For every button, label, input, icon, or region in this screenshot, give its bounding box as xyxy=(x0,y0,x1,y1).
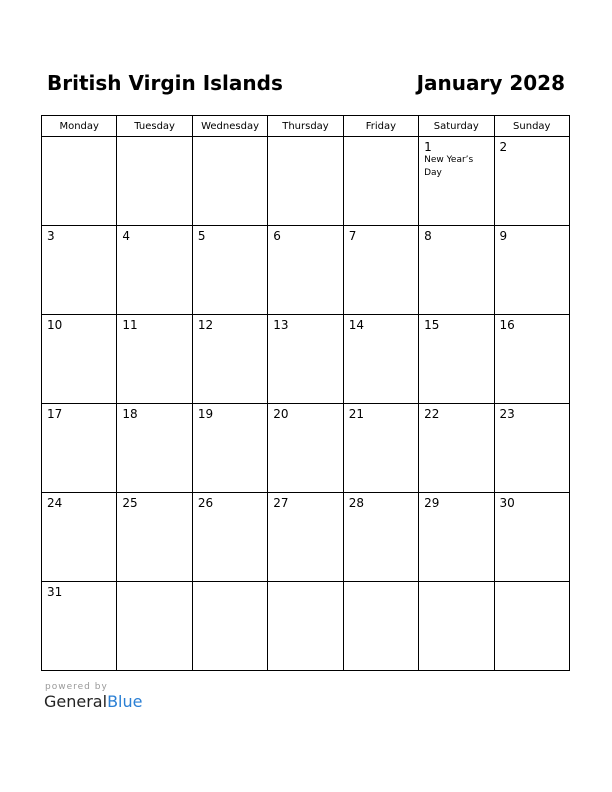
day-number xyxy=(193,137,267,140)
day-number: 9 xyxy=(499,229,508,243)
day-cell xyxy=(268,493,343,582)
day-cell xyxy=(268,315,343,404)
day-number: 20 xyxy=(273,407,289,421)
week-row xyxy=(42,404,570,493)
day-number: 23 xyxy=(499,407,515,421)
day-number: 10 xyxy=(47,318,63,332)
day-cell xyxy=(268,404,343,493)
weekday-header: Friday xyxy=(343,116,418,137)
day-cell xyxy=(268,226,343,315)
day-cell xyxy=(42,226,117,315)
day-cell xyxy=(42,493,117,582)
day-cell xyxy=(419,137,494,226)
day-number: 12 xyxy=(197,318,214,332)
day-number: 27 xyxy=(273,496,289,510)
weekday-header: Wednesday xyxy=(192,116,267,137)
day-cell xyxy=(343,137,418,226)
day-cell xyxy=(117,315,192,404)
day-cell xyxy=(419,315,494,404)
day-number: 1 xyxy=(424,140,432,154)
day-number xyxy=(117,582,191,585)
day-number: 21 xyxy=(348,407,364,421)
brand-general-text: General xyxy=(44,692,108,711)
day-cell xyxy=(192,137,267,226)
day-cell xyxy=(117,493,192,582)
day-cell xyxy=(192,404,267,493)
day-number: 29 xyxy=(424,496,440,510)
day-number: 28 xyxy=(348,496,364,510)
week-row xyxy=(42,137,570,226)
week-row xyxy=(42,226,570,315)
powered-by-label: powered by xyxy=(45,682,108,692)
weekday-header-row xyxy=(42,116,570,137)
brand-blue-text: Blue xyxy=(107,692,143,711)
day-cell xyxy=(117,226,192,315)
country-title: British Virgin Islands xyxy=(47,71,283,95)
week-row xyxy=(42,493,570,582)
day-number: 17 xyxy=(47,407,63,421)
day-cell xyxy=(192,226,267,315)
day-number: 13 xyxy=(273,318,289,332)
day-number: 5 xyxy=(197,229,206,243)
day-cell xyxy=(343,582,418,671)
day-number: 15 xyxy=(424,318,440,332)
day-cell xyxy=(494,493,569,582)
day-number: 11 xyxy=(122,318,138,332)
day-cell xyxy=(343,226,418,315)
day-number xyxy=(495,582,569,585)
day-cell xyxy=(192,493,267,582)
day-cell xyxy=(343,493,418,582)
day-cell xyxy=(494,137,569,226)
day-number: 19 xyxy=(197,407,214,421)
day-number: 7 xyxy=(348,229,357,243)
week-row xyxy=(42,315,570,404)
day-cell xyxy=(42,404,117,493)
day-number: 22 xyxy=(424,407,440,421)
week-row xyxy=(42,582,570,671)
weekday-header: Thursday xyxy=(268,116,343,137)
day-cell xyxy=(343,315,418,404)
calendar-grid xyxy=(41,115,570,671)
day-number: 4 xyxy=(122,229,131,243)
day-number xyxy=(419,582,493,585)
day-cell xyxy=(117,404,192,493)
day-number: 26 xyxy=(197,496,214,510)
day-cell xyxy=(419,226,494,315)
day-number: 6 xyxy=(273,229,281,243)
day-number xyxy=(268,582,342,585)
day-number xyxy=(117,137,191,140)
day-number xyxy=(344,137,418,140)
day-number: 2 xyxy=(499,140,508,154)
day-cell xyxy=(192,315,267,404)
day-cell xyxy=(268,582,343,671)
day-cell xyxy=(117,582,192,671)
brand-logo xyxy=(44,692,142,711)
day-cell xyxy=(343,404,418,493)
holiday-label: New Year’s Day xyxy=(424,155,474,178)
day-number: 25 xyxy=(122,496,138,510)
day-cell xyxy=(494,315,569,404)
day-cell xyxy=(419,582,494,671)
day-number xyxy=(268,137,342,140)
day-number: 14 xyxy=(348,318,364,332)
day-number: 31 xyxy=(47,585,63,599)
day-cell xyxy=(268,137,343,226)
day-number: 30 xyxy=(499,496,515,510)
day-number: 18 xyxy=(122,407,138,421)
day-number xyxy=(193,582,267,585)
day-cell xyxy=(192,582,267,671)
day-cell xyxy=(117,137,192,226)
weekday-header: Tuesday xyxy=(117,116,192,137)
day-cell xyxy=(494,582,569,671)
month-year-title: January 2028 xyxy=(416,71,565,95)
day-number: 24 xyxy=(47,496,63,510)
weekday-header: Saturday xyxy=(419,116,494,137)
footer-branding xyxy=(44,682,142,711)
day-cell xyxy=(42,582,117,671)
day-number xyxy=(344,582,418,585)
weekday-header: Sunday xyxy=(494,116,569,137)
day-number: 16 xyxy=(499,318,515,332)
day-cell xyxy=(42,137,117,226)
day-number xyxy=(42,137,116,140)
weekday-header: Monday xyxy=(42,116,117,137)
day-number: 8 xyxy=(424,229,432,243)
day-cell xyxy=(42,315,117,404)
day-cell xyxy=(494,226,569,315)
day-cell xyxy=(419,493,494,582)
day-cell xyxy=(419,404,494,493)
day-number: 3 xyxy=(47,229,55,243)
day-cell xyxy=(494,404,569,493)
